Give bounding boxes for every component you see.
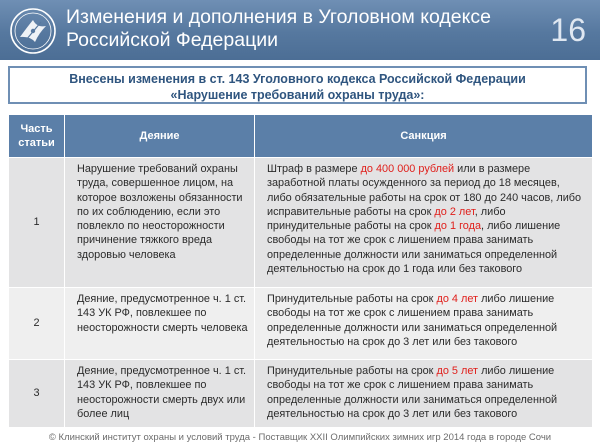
sanction-text: Принудительные работы на срок: [267, 293, 437, 305]
table-row: [9, 158, 593, 288]
slide-title-line1: Изменения и дополнения в Уголовном кодексе: [66, 6, 491, 28]
subtitle-line2: «Нарушение требований охраны труда»:: [170, 88, 425, 102]
sanction-text: либо лишение свободы на тот же срок с лишением права занимать определенные должности или заниматься определенной деятельностью на срок до 3 лет или без такового: [267, 293, 558, 348]
act-cell: Нарушение требований охраны труда, совершенное лицом, на которое возложены обязанности по их соблюдению, если это повлекло по неосторожности причинение тяжкого вреда здоровью человека: [65, 158, 255, 288]
part-cell: 3: [9, 360, 65, 428]
table-row: [9, 288, 593, 360]
sanctions-table: [8, 114, 593, 428]
part-cell: 1: [9, 158, 65, 288]
column-header-part: Часть статьи: [9, 115, 65, 158]
winged-emblem-icon: [8, 6, 58, 56]
subtitle-line1: Внесены изменения в ст. 143 Уголовного кодекса Российской Федерации: [69, 72, 526, 86]
sanction-text: , либо лишение свободы на тот же срок с лишением права занимать определенные должности или заниматься определенной деятельностью на срок до 1 года или без такового: [267, 220, 561, 276]
column-header-act: Деяние: [65, 115, 255, 158]
sanction-highlight: до 5 лет: [436, 365, 479, 377]
sanction-text: Принудительные работы на срок: [267, 365, 437, 377]
sanction-text: или в размере заработной платы осужденного за период до 18 месяцев, либо обязательные работы на срок от 180 до 240 часов, либо исправительные работы на срок: [267, 163, 582, 218]
sanction-highlight: до 4 лет: [436, 293, 479, 305]
slide-title: [66, 6, 536, 52]
sanction-cell: [255, 288, 593, 360]
column-header-sanction: Санкция: [255, 115, 593, 158]
table-row: [9, 360, 593, 428]
act-cell: Деяние, предусмотренное ч. 1 ст. 143 УК РФ, повлекшее по неосторожности смерть двух или более лиц: [65, 360, 255, 428]
table-header-row: [9, 115, 593, 158]
act-cell: Деяние, предусмотренное ч. 1 ст. 143 УК РФ, повлекшее по неосторожности смерть человека: [65, 288, 255, 360]
sanction-text: Штраф в размере: [267, 163, 361, 175]
part-cell: 2: [9, 288, 65, 360]
footer-copyright: © Клинский институт охраны и условий труда - Поставщик XXII Олимпийских зимних игр 2014 года в городе Сочи: [48, 432, 552, 443]
sanction-text: либо лишение свободы на тот же срок с лишением права занимать определенные должности или заниматься определенной деятельностью на срок до 3 лет или без такового: [267, 365, 558, 420]
slide-title-line2: Российской Федерации: [66, 29, 279, 51]
subtitle-box: [8, 66, 587, 104]
sanction-cell: [255, 158, 593, 288]
page-number: 16: [550, 12, 586, 48]
sanction-text: , либо принудительные работы на срок: [267, 205, 506, 233]
sanction-highlight: до 2 лет: [434, 205, 475, 218]
sanction-highlight: до 1 года: [434, 220, 482, 233]
sanction-cell: [255, 360, 593, 428]
sanction-highlight: до 400 000 рублей: [360, 163, 455, 175]
slide-header: [0, 0, 600, 60]
